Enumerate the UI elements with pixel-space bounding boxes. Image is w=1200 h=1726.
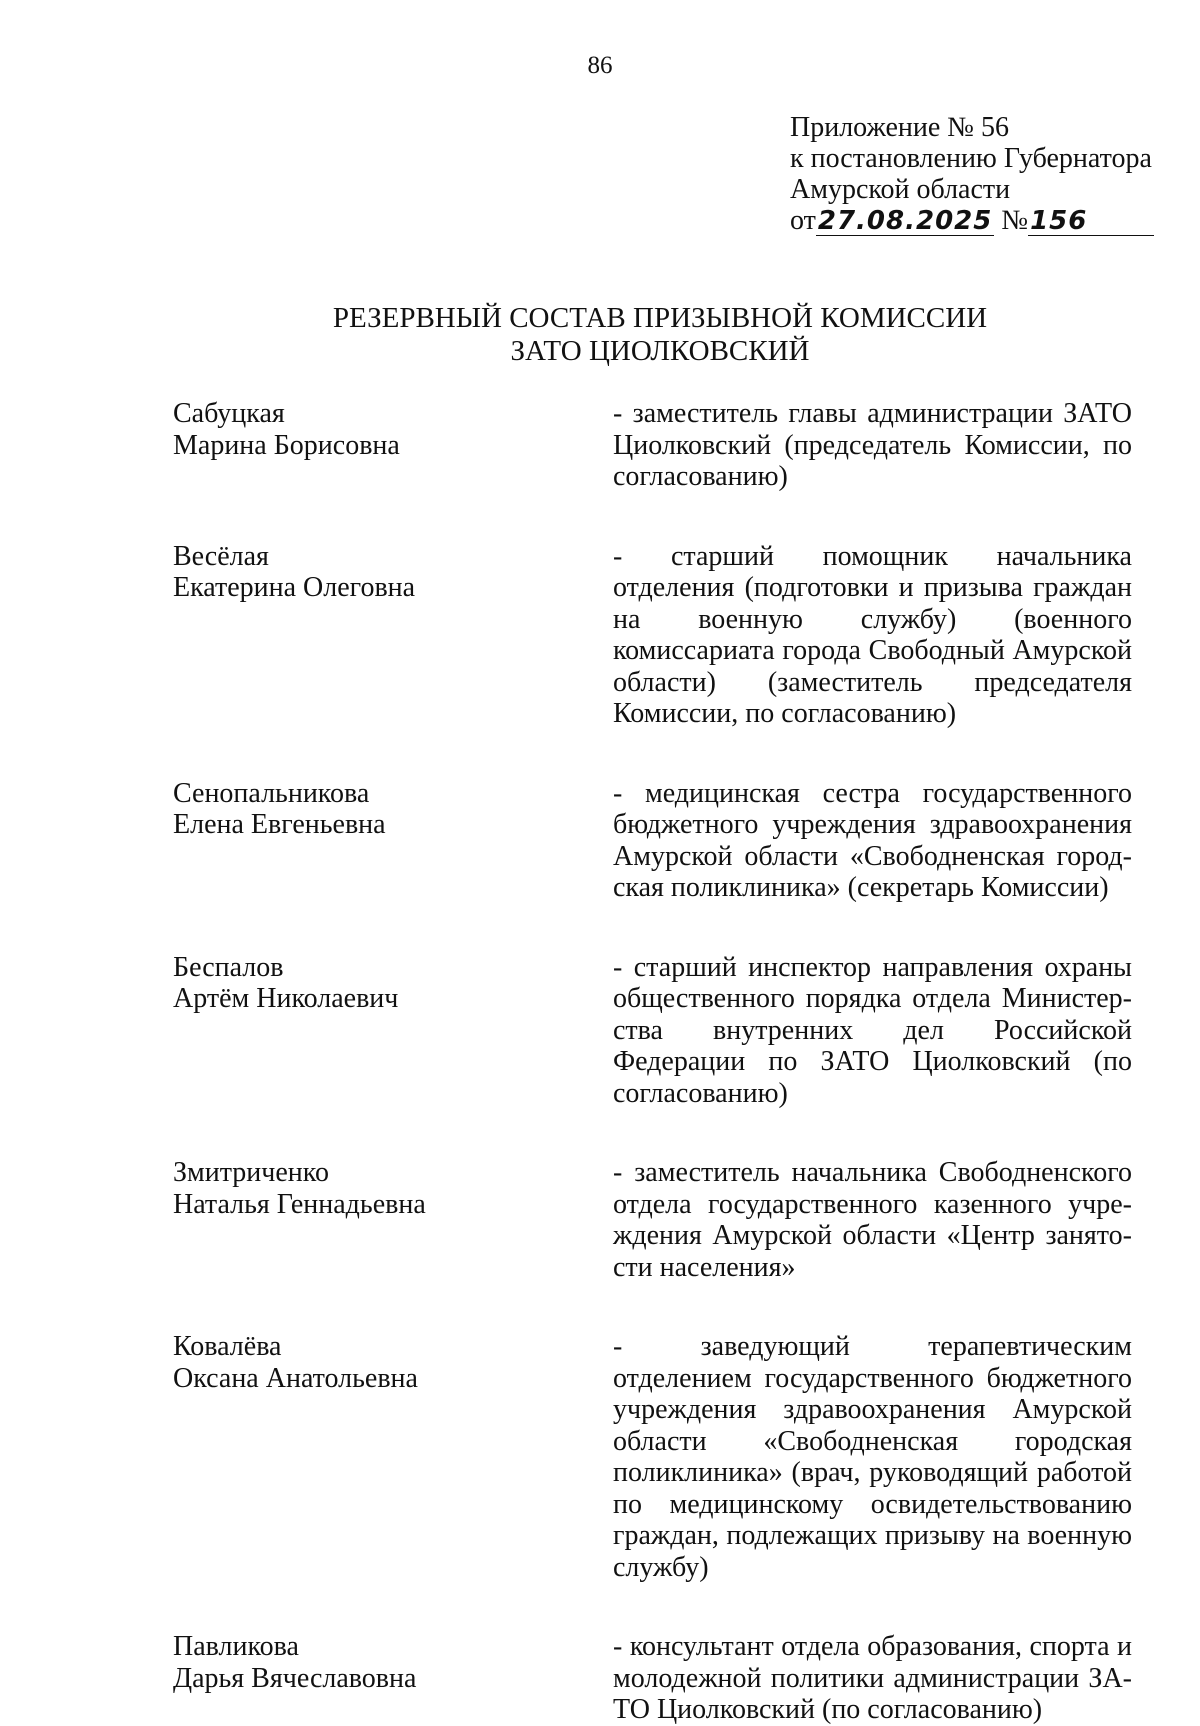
member-name bbox=[173, 541, 613, 604]
appendix-line-2: к постановлению Губернатора bbox=[790, 143, 1152, 174]
appendix-block bbox=[790, 112, 1170, 236]
handwritten-date: 27.08.2025 bbox=[817, 206, 993, 236]
member-given-name: Оксана Анатольевна bbox=[173, 1362, 418, 1394]
document-title bbox=[0, 302, 1200, 368]
member-row bbox=[173, 1631, 1133, 1726]
member-given-name: Артём Николаевич bbox=[173, 983, 399, 1014]
member-row bbox=[173, 398, 1133, 493]
member-surname: Змитриченко bbox=[173, 1157, 329, 1188]
member-given-name: Марина Борисовна bbox=[173, 429, 400, 461]
member-row bbox=[173, 541, 1133, 730]
member-row bbox=[173, 778, 1133, 904]
number-sign: № bbox=[1001, 205, 1029, 236]
member-name bbox=[173, 778, 613, 841]
page-number: 86 bbox=[587, 52, 613, 79]
member-name bbox=[173, 1157, 613, 1220]
member-surname: Сабуцкая bbox=[173, 398, 285, 429]
member-given-name: Дарья Вячеславовна bbox=[173, 1662, 417, 1694]
date-prefix: от bbox=[790, 205, 816, 236]
title-line-2: ЗАТО ЦИОЛКОВСКИЙ bbox=[510, 335, 810, 367]
member-name bbox=[173, 1631, 613, 1694]
member-surname: Павликова bbox=[173, 1631, 299, 1662]
member-given-name: Елена Евгеньевна bbox=[173, 809, 386, 840]
member-name bbox=[173, 398, 613, 461]
member-role: - медицинская сестра государственного бюджетного учреждения здравоохранения Амурской области «Свободненская городская поликлиника» (секретарь Комиссии) bbox=[613, 777, 1132, 903]
member-name bbox=[173, 1331, 613, 1394]
member-role: - заведующий терапевтическим отделением государственного бюджетного учреждения здравоохранения Амурской области «Свободненская городская поликлиника» (врач, руководящий работой по медицинскому освидетельствованию граждан, подлежащих призыву на военную службу) bbox=[613, 1331, 1132, 1583]
member-row bbox=[173, 1331, 1133, 1583]
member-given-name: Наталья Геннадьевна bbox=[173, 1188, 426, 1220]
members-list bbox=[173, 398, 1133, 1726]
member-given-name: Екатерина Олеговна bbox=[173, 572, 416, 603]
member-role: - старший помощник начальника отделения (подготовки и призыва граждан на военную службу) (военного комиссариата города Свободный Амурской области) (заместитель председателя Комиссии, по согласованию) bbox=[613, 540, 1132, 729]
member-name bbox=[173, 952, 613, 1015]
member-surname: Сенопальникова bbox=[173, 777, 370, 809]
member-role: - консультант отдела образования, спорта и молодежной политики администрации ЗАТО Циолковский (по согласованию) bbox=[613, 1631, 1132, 1725]
member-surname: Ковалёва bbox=[173, 1331, 282, 1362]
title-line-1: РЕЗЕРВНЫЙ СОСТАВ ПРИЗЫВНОЙ КОМИССИИ bbox=[332, 302, 988, 334]
member-role: - заместитель главы администрации ЗАТО Циолковский (председатель Комиссии, по согласованию) bbox=[613, 398, 1132, 492]
member-row bbox=[173, 952, 1133, 1110]
member-row bbox=[173, 1157, 1133, 1283]
member-role: - старший инспектор направления охраны общественного порядка отдела Министерства внутренних дел Российской Федерации по ЗАТО Циолковский (по согласованию) bbox=[613, 951, 1132, 1109]
appendix-date-line bbox=[790, 205, 1170, 236]
member-role: - заместитель начальника Свободненского отдела государственного казенного учреждения Амурской области «Центр занятости населения» bbox=[613, 1157, 1132, 1283]
appendix-line-1: Приложение № 56 bbox=[790, 112, 1009, 143]
handwritten-number: 156 bbox=[1028, 207, 1154, 236]
appendix-line-3: Амурской области bbox=[790, 174, 1011, 205]
member-surname: Весёлая bbox=[173, 540, 269, 572]
member-surname: Беспалов bbox=[173, 951, 284, 983]
